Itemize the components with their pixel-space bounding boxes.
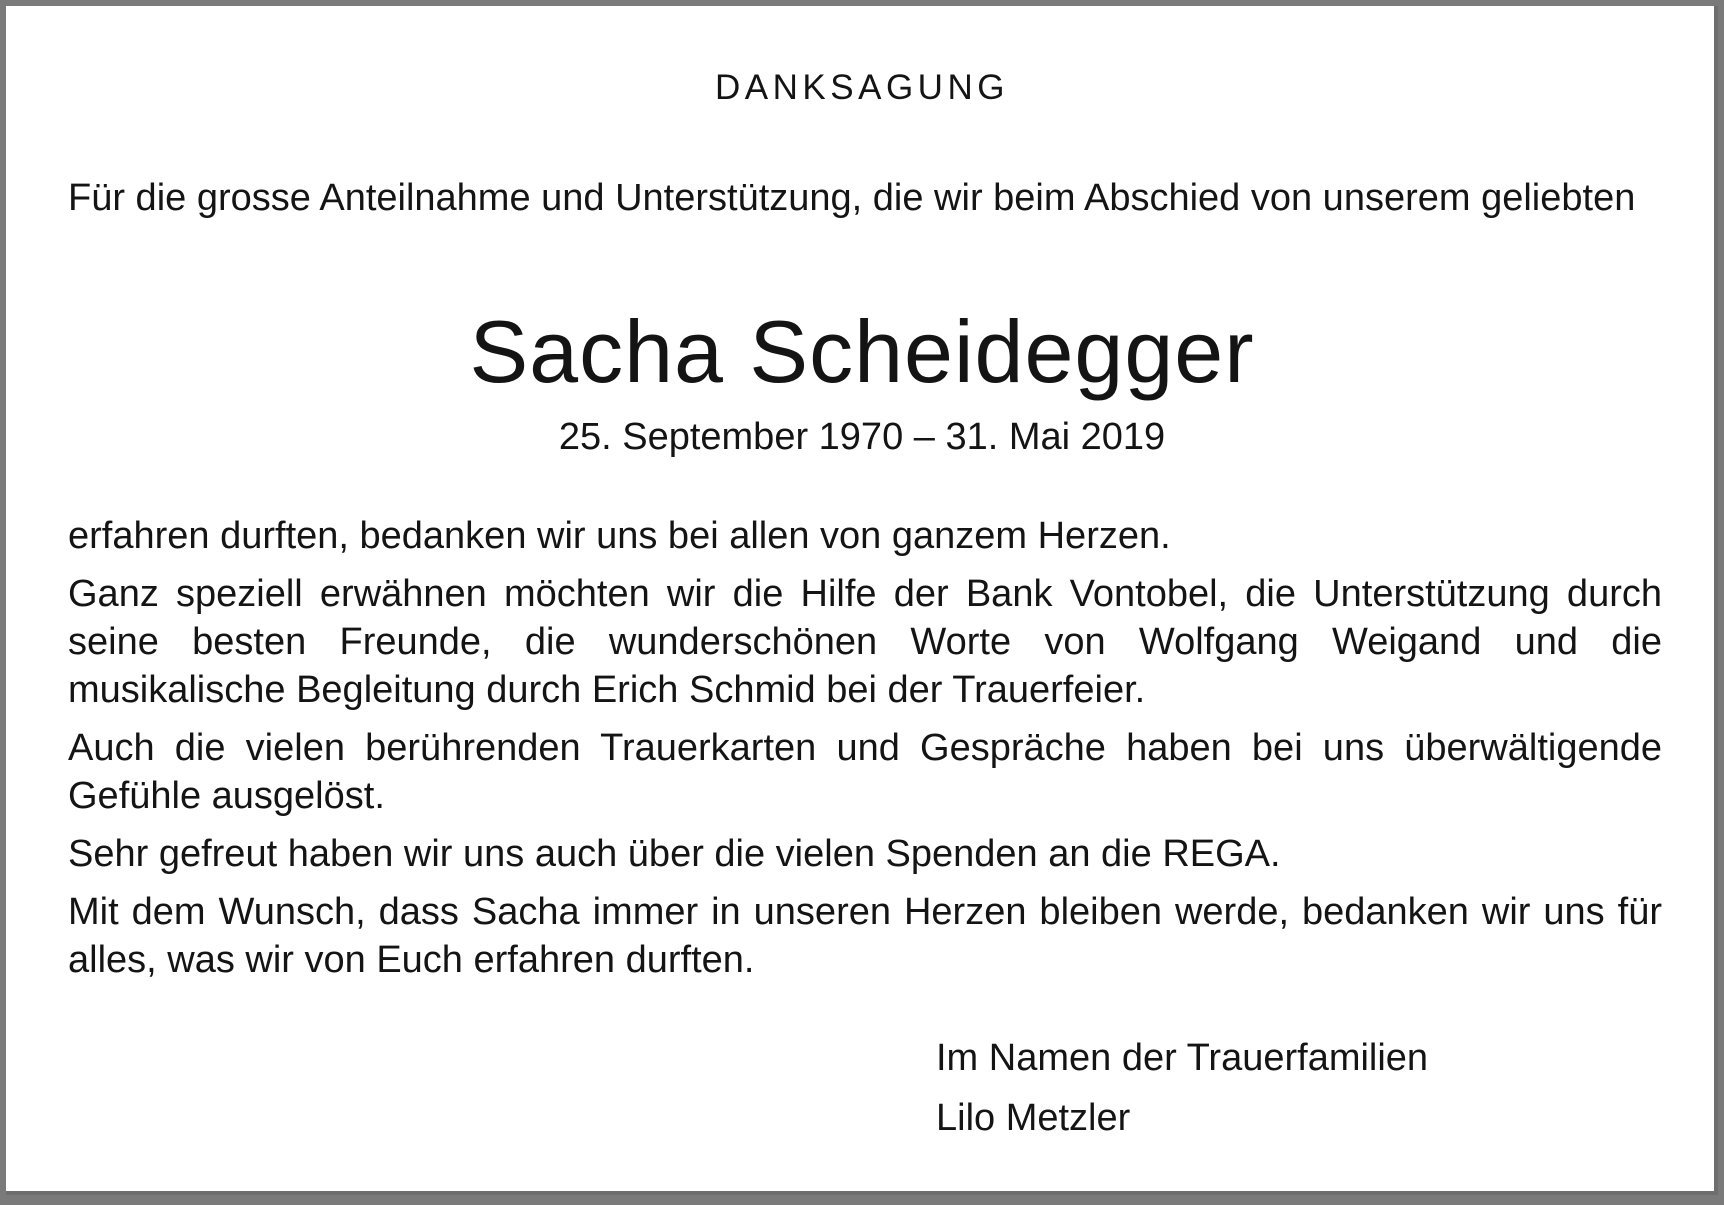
signature-line-family: Im Namen der Trauerfamilien (936, 1037, 1429, 1079)
life-dates: 25. September 1970 – 31. Mai 2019 (558, 416, 1166, 458)
notice-heading: DANKSAGUNG (715, 68, 1009, 107)
intro-text: Für die grosse Anteilnahme und Unterstützung, die wir beim Abschied von unserem geliebten (68, 177, 1636, 219)
body-paragraph: erfahren durften, bedanken wir uns bei allen von ganzem Herzen. (68, 515, 1171, 557)
body-paragraph: Auch die vielen berührenden Trauerkarten und Gespräche haben bei uns überwältigende Gefühle ausgelöst. (68, 727, 1662, 817)
signature-line-name: Lilo Metzler (936, 1097, 1131, 1139)
obituary-notice (6, 6, 1718, 1195)
body-paragraph: Mit dem Wunsch, dass Sacha immer in unseren Herzen bleiben werde, bedanken wir uns für alles, was wir von Euch erfahren durften. (68, 891, 1662, 981)
body-text (68, 512, 1662, 994)
deceased-name: Sacha Scheidegger (469, 302, 1255, 401)
body-paragraph: Sehr gefreut haben wir uns auch über die vielen Spenden an die REGA. (68, 833, 1281, 875)
body-paragraph: Ganz speziell erwähnen möchten wir die Hilfe der Bank Vontobel, die Unterstützung durch seine besten Freunde, die wunderschönen Worte von Wolfgang Weigand und die musikalische Begleitung durch Erich Schmid bei der Trauerfeier. (68, 573, 1662, 711)
